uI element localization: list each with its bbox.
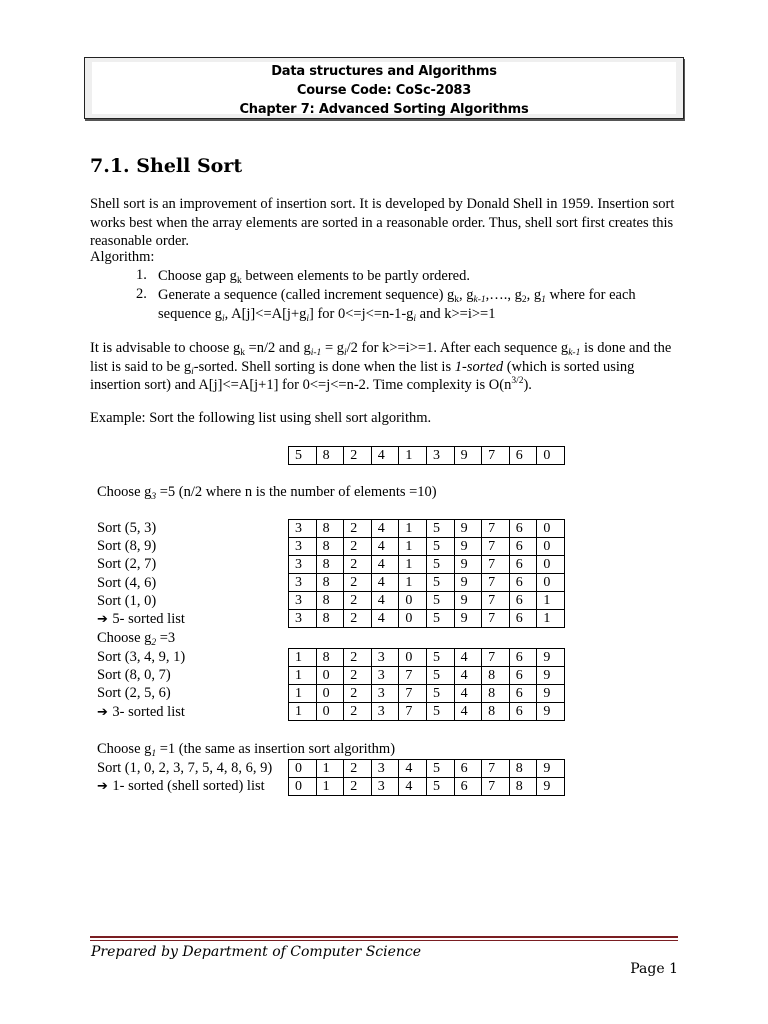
pass-gap-5-table [288, 519, 565, 628]
row-label-text: Sort (8, 0, 7) [97, 667, 171, 684]
array-cell: 6 [509, 685, 537, 703]
course-title: Data structures and Algorithms [271, 64, 497, 79]
array-cell: 7 [482, 538, 510, 556]
array-cell: 7 [482, 556, 510, 574]
step-1-text: Choose gap $g_k$ between elements to be partly ordered. [158, 268, 470, 286]
row-label [97, 759, 272, 777]
array-cell: 5 [426, 685, 454, 703]
row-label-text: 1- sorted (shell sorted) list [112, 778, 265, 795]
array-cell: 1 [289, 667, 317, 685]
array-cell: 1 [399, 538, 427, 556]
array-cell: 6 [509, 649, 537, 667]
table-row [289, 520, 565, 538]
array-cell: 5 [426, 778, 454, 796]
array-cell: 9 [454, 574, 482, 592]
array-cell: 6 [454, 760, 482, 778]
array-cell: 0 [399, 592, 427, 610]
array-cell: 4 [371, 538, 399, 556]
table-row [289, 649, 565, 667]
right-arrow-icon: ➔ [97, 779, 113, 795]
array-cell: 5 [426, 667, 454, 685]
table-row [289, 574, 565, 592]
row-label [97, 519, 156, 537]
array-cell: 7 [482, 760, 510, 778]
footer-rule-thin [90, 940, 678, 941]
array-cell: 9 [454, 538, 482, 556]
row-label [97, 574, 156, 592]
header-inner [92, 62, 676, 117]
array-cell: 7 [482, 610, 510, 628]
row-label-text: Sort (2, 7) [97, 556, 157, 573]
section-title: 7.1. Shell Sort [90, 155, 243, 177]
array-cell: 5 [426, 520, 454, 538]
array-cell: 1 [289, 703, 317, 721]
array-cell: 8 [316, 520, 344, 538]
array-cell: 3 [371, 703, 399, 721]
array-cell: 2 [344, 667, 372, 685]
document-header [84, 57, 684, 119]
array-cell: 4 [454, 649, 482, 667]
array-cell: 6 [509, 610, 537, 628]
right-arrow-icon: ➔ [97, 612, 113, 627]
array-cell: 8 [316, 649, 344, 667]
row-label [97, 684, 171, 702]
array-cell: 8 [316, 574, 344, 592]
row-label [97, 648, 185, 666]
array-cell: 9 [454, 447, 482, 465]
array-cell: 9 [537, 649, 565, 667]
array-cell: 4 [399, 778, 427, 796]
array-cell: 5 [426, 610, 454, 628]
array-cell: 7 [399, 667, 427, 685]
array-cell: 1 [316, 760, 344, 778]
array-cell: 7 [482, 649, 510, 667]
array-cell: 3 [289, 538, 317, 556]
row-label-text: Sort (8, 9) [97, 538, 157, 555]
row-label [97, 666, 171, 684]
array-cell: 2 [344, 592, 372, 610]
array-cell: 2 [344, 574, 372, 592]
array-cell: 5 [426, 649, 454, 667]
array-cell: 5 [426, 538, 454, 556]
array-cell: 2 [344, 778, 372, 796]
array-cell: 9 [454, 610, 482, 628]
row-label [97, 703, 185, 722]
array-cell: 3 [371, 778, 399, 796]
row-label [97, 555, 156, 573]
array-cell: 2 [344, 649, 372, 667]
array-cell: 3 [289, 520, 317, 538]
array-cell: 2 [344, 760, 372, 778]
array-cell: 7 [482, 574, 510, 592]
step-1-number: 1. [136, 267, 147, 283]
array-cell: 9 [537, 667, 565, 685]
right-arrow-icon: ➔ [97, 704, 113, 720]
row-label [97, 777, 265, 796]
array-cell: 4 [454, 703, 482, 721]
array-cell: 0 [316, 685, 344, 703]
array-cell: 1 [399, 447, 427, 465]
array-cell: 2 [344, 556, 372, 574]
row-label-text: Sort (1, 0) [97, 592, 157, 609]
array-cell: 0 [289, 760, 317, 778]
row-label-text: Sort (4, 6) [97, 574, 157, 591]
array-cell: 8 [316, 447, 344, 465]
array-cell: 9 [454, 592, 482, 610]
array-cell: 4 [371, 592, 399, 610]
array-cell: 3 [289, 556, 317, 574]
array-cell: 0 [316, 703, 344, 721]
chapter-title: Chapter 7: Advanced Sorting Algorithms [239, 102, 529, 117]
page-number: Page 1 [630, 961, 678, 977]
array-cell: 6 [509, 538, 537, 556]
array-cell: 7 [482, 447, 510, 465]
array-cell: 6 [509, 703, 537, 721]
array-cell: 3 [289, 574, 317, 592]
array-cell: 8 [316, 556, 344, 574]
array-cell: 4 [371, 447, 399, 465]
course-code: Course Code: CoSc-2083 [296, 83, 472, 98]
table-row [289, 592, 565, 610]
table-row [289, 703, 565, 721]
array-cell: 1 [537, 610, 565, 628]
array-cell: 5 [289, 447, 317, 465]
table-row [289, 685, 565, 703]
array-cell: 6 [509, 667, 537, 685]
array-cell: 3 [289, 592, 317, 610]
array-cell: 1 [289, 649, 317, 667]
array-cell: 9 [537, 703, 565, 721]
array-cell: 3 [289, 610, 317, 628]
intro-paragraph: Shell sort is an improvement of insertion sort. It is developed by Donald Shell in 1959. Insertion sort works best when the array elements are sorted in a reasonable order. Thus, shell sort first creates this reasonable order. [90, 196, 675, 249]
array-cell: 5 [426, 703, 454, 721]
array-cell: 1 [316, 778, 344, 796]
array-cell: 1 [399, 574, 427, 592]
array-cell: 1 [399, 520, 427, 538]
pass-gap-3-table [288, 648, 565, 721]
array-cell: 3 [426, 447, 454, 465]
array-cell: 9 [537, 685, 565, 703]
array-cell: 4 [371, 556, 399, 574]
array-cell: 1 [289, 685, 317, 703]
table-row [289, 556, 565, 574]
array-cell: 6 [509, 520, 537, 538]
array-cell: 8 [509, 778, 537, 796]
array-cell: 2 [344, 538, 372, 556]
table-row [289, 667, 565, 685]
initial-array [288, 446, 565, 465]
array-cell: 8 [509, 760, 537, 778]
choose-gap-2-text: Choose $g_2 =3$ [97, 630, 176, 648]
row-label-text: Sort (3, 4, 9, 1) [97, 649, 186, 665]
array-cell: 4 [371, 520, 399, 538]
array-cell: 8 [316, 538, 344, 556]
array-cell: 2 [344, 703, 372, 721]
array-cell: 7 [399, 685, 427, 703]
advisory-paragraph: It is advisable to choose $g_k =n/2$ and $g_{i-1} = g_i/2$ for k>=i>=1. After each sequence $g_{k-1}$ is done and the list is said to be $g_i$-sorted. Shell sorting is done when the list is 1-sorted (which is sorted using insertion sort) and A[j]<=A[j+1] for 0<=j<=n-2. Time complexity is $O(n^{3/2})$. [90, 340, 672, 393]
array-cell: 9 [537, 778, 565, 796]
array-cell: 4 [399, 760, 427, 778]
row-label [97, 610, 185, 629]
row-label-text: 3- sorted list [112, 703, 185, 720]
array-cell: 1 [537, 592, 565, 610]
array-cell: 6 [509, 556, 537, 574]
array-cell: 8 [316, 610, 344, 628]
algorithm-label: Algorithm: [90, 249, 155, 265]
array-cell: 7 [482, 520, 510, 538]
array-cell: 6 [509, 574, 537, 592]
array-cell: 7 [399, 703, 427, 721]
table-row [289, 760, 565, 778]
array-cell: 2 [344, 685, 372, 703]
array-cell: 7 [482, 592, 510, 610]
array-cell: 3 [371, 685, 399, 703]
array-cell: 3 [371, 667, 399, 685]
array-cell: 0 [399, 649, 427, 667]
row-label-text: 5- sorted list [112, 611, 185, 627]
array-cell: 0 [399, 610, 427, 628]
array-cell: 2 [344, 610, 372, 628]
array-cell: 4 [371, 574, 399, 592]
footer-prepared-by: Prepared by Department of Computer Science [91, 944, 422, 960]
array-cell: 1 [399, 556, 427, 574]
array-cell: 5 [426, 556, 454, 574]
row-label-text: Sort (2, 5, 6) [97, 685, 171, 702]
array-cell: 0 [537, 447, 565, 465]
footer-rule [90, 936, 678, 938]
array-cell: 2 [344, 447, 372, 465]
array-cell: 5 [426, 574, 454, 592]
array-cell: 9 [454, 556, 482, 574]
array-cell: 8 [482, 703, 510, 721]
array-cell: 0 [537, 556, 565, 574]
array-cell: 6 [509, 592, 537, 610]
array-cell: 8 [482, 667, 510, 685]
array-cell: 4 [454, 667, 482, 685]
array-cell: 5 [426, 592, 454, 610]
array-cell: 2 [344, 520, 372, 538]
row-label [97, 537, 156, 555]
array-cell: 3 [371, 760, 399, 778]
table-row [289, 610, 565, 628]
array-cell: 8 [482, 685, 510, 703]
array-cell: 4 [454, 685, 482, 703]
table-row [289, 778, 565, 796]
array-cell: 5 [426, 760, 454, 778]
array-cell: 0 [537, 574, 565, 592]
array-cell: 7 [482, 778, 510, 796]
array-cell: 0 [316, 667, 344, 685]
array-cell: 6 [509, 447, 537, 465]
array-cell: 0 [537, 520, 565, 538]
row-label-text: Sort (1, 0, 2, 3, 7, 5, 4, 8, 6, 9) [97, 760, 273, 776]
row-label-text: Sort (5, 3) [97, 520, 157, 536]
array-cell: 8 [316, 592, 344, 610]
step-2-number: 2. [136, 286, 147, 302]
array-cell: 4 [371, 610, 399, 628]
row-label [97, 592, 156, 610]
table-row [289, 538, 565, 556]
array-cell: 6 [454, 778, 482, 796]
example-text: Example: Sort the following list using shell sort algorithm. [90, 410, 432, 426]
array-cell: 0 [537, 538, 565, 556]
array-cell: 0 [289, 778, 317, 796]
array-cell: 9 [537, 760, 565, 778]
array-cell: 9 [454, 520, 482, 538]
array-cell: 3 [371, 649, 399, 667]
pass-gap-1-table [288, 759, 565, 796]
step-2-text: Generate a sequence (called increment sequence) $g_k$, $g_{k-1},\dots$., $g_2$, $g_1$ where for each sequence $g_i$, $A[j]<=A[j+g_i]$ for $0<=j<=n-1-g_i$ and k>=i>=1 [158, 287, 636, 324]
choose-gap-3-text: Choose $g_3 =5$ (n/2 where n is the number of elements =10) [97, 484, 437, 502]
choose-gap-1-text: Choose $g_1 =1$ (the same as insertion sort algorithm) [97, 741, 396, 759]
